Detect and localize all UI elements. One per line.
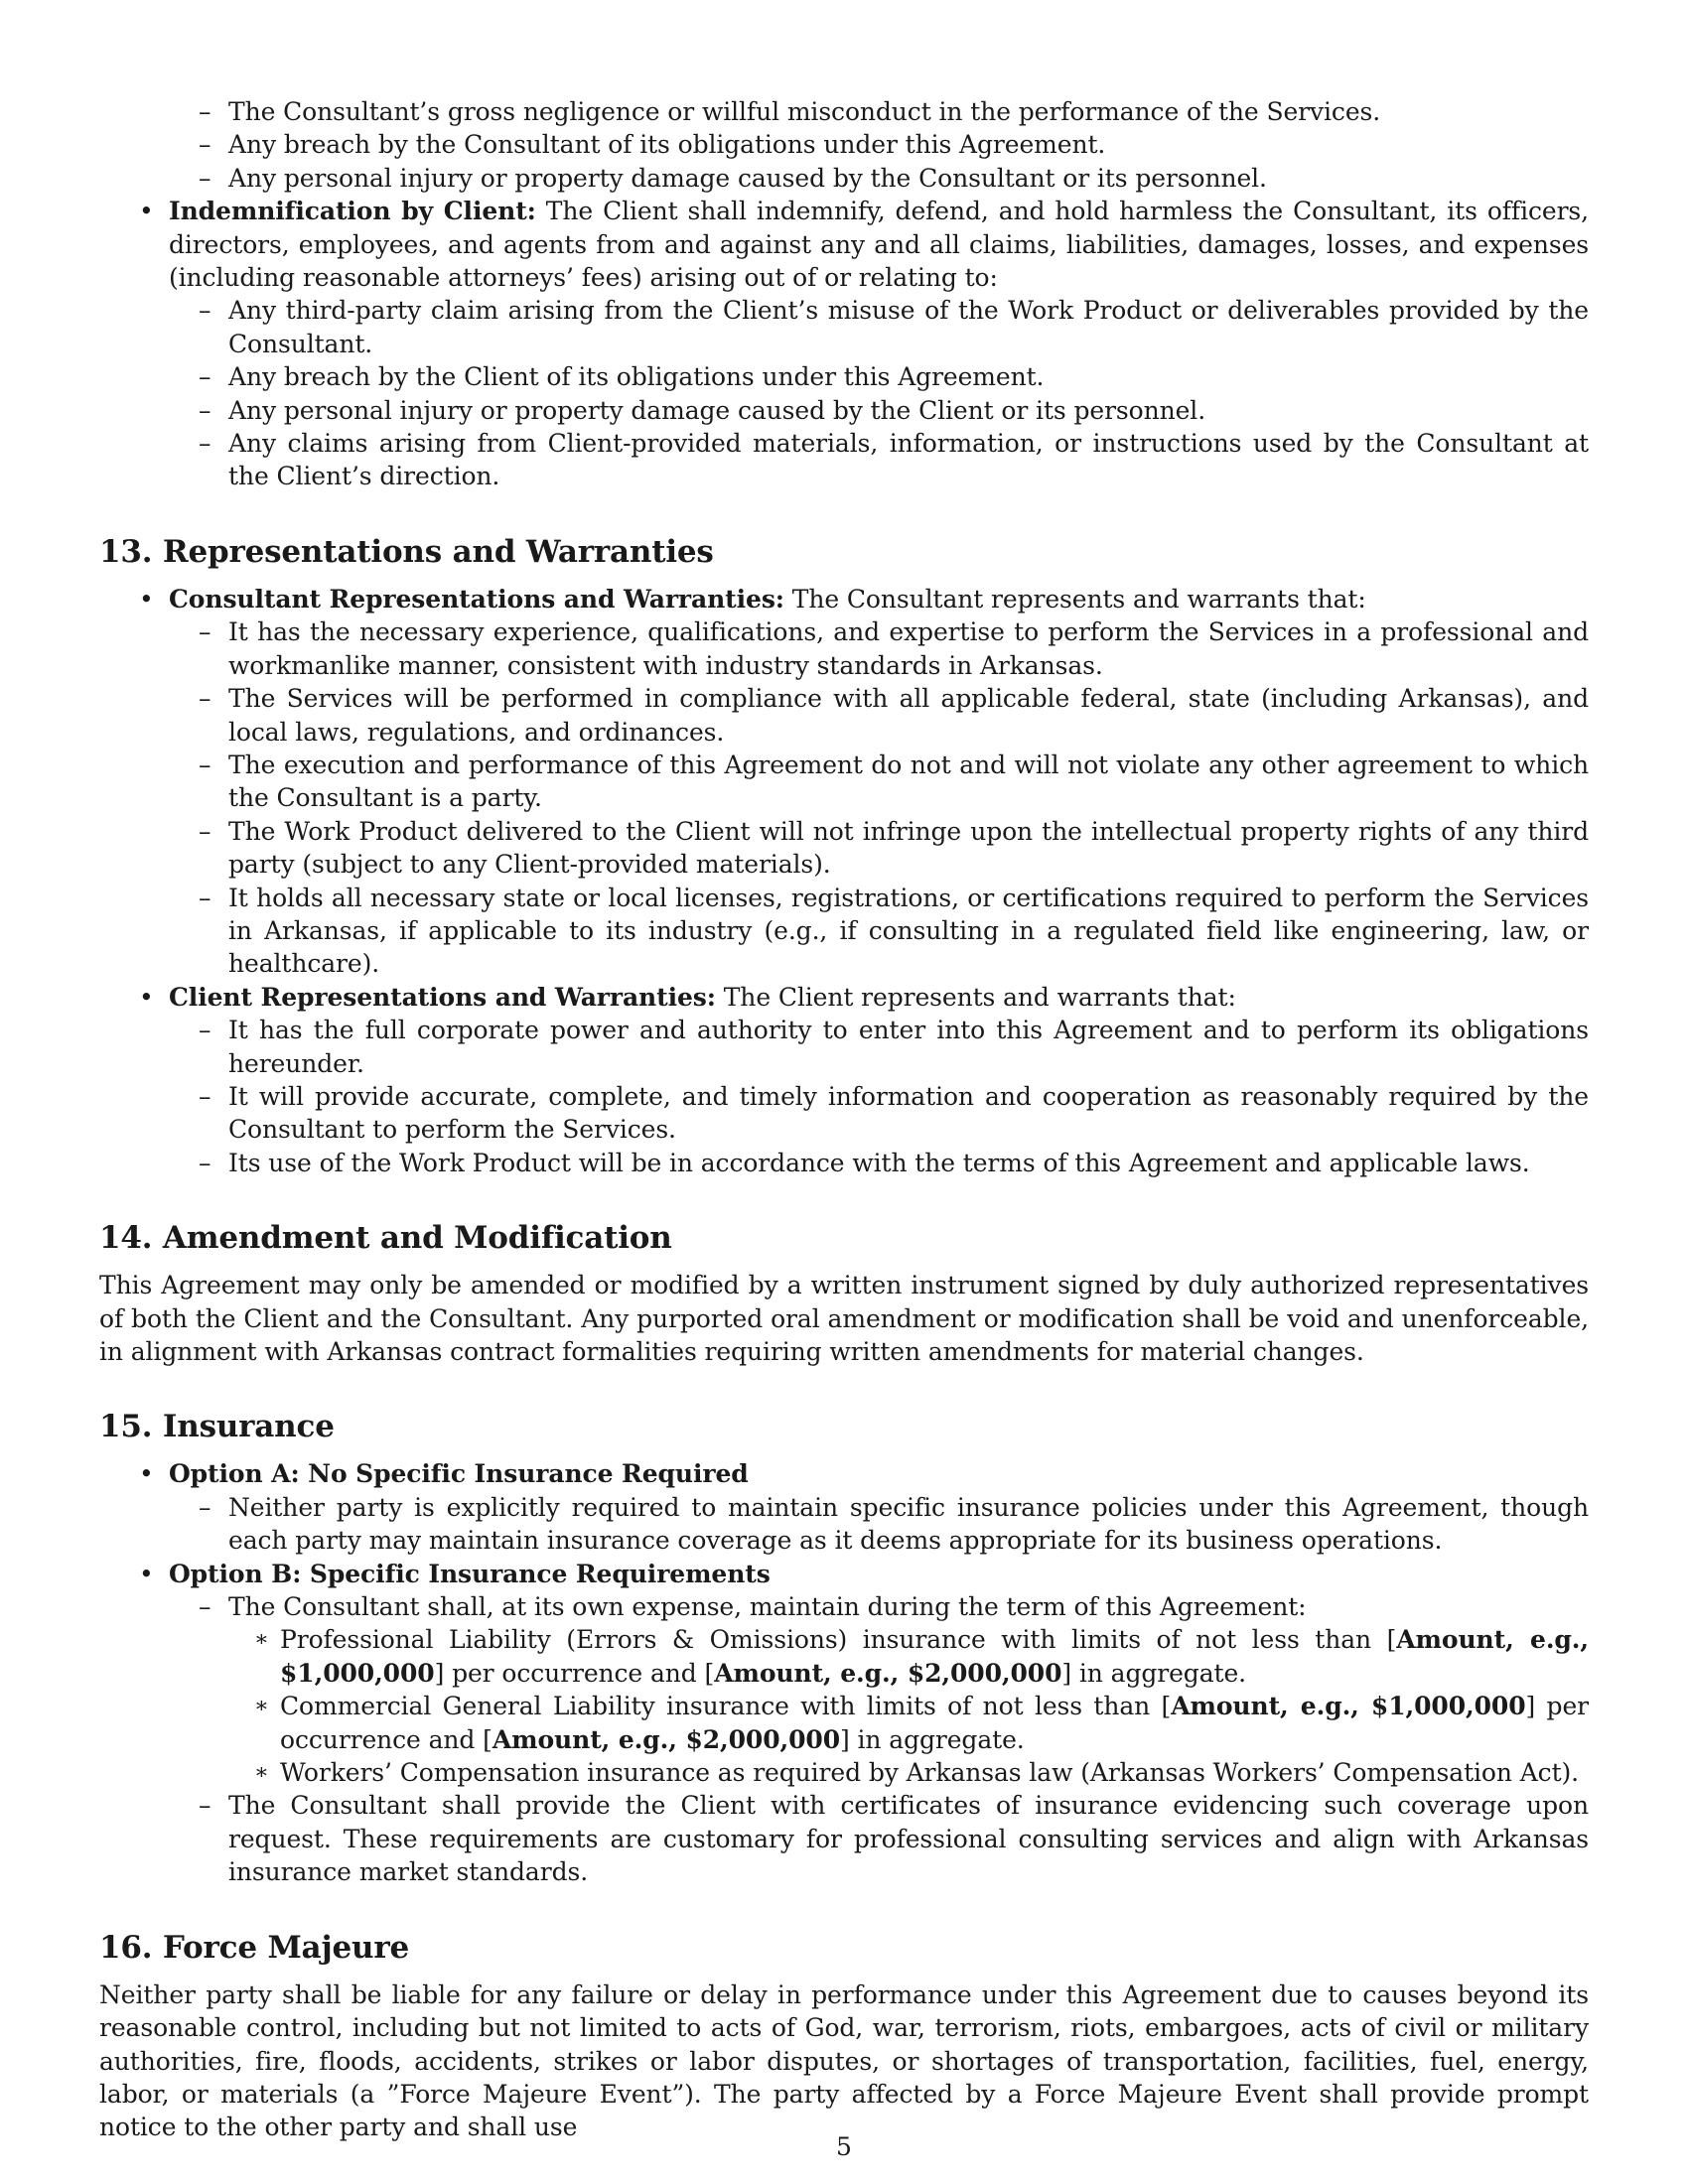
list-item: – Any personal injury or property damage caused by the Consultant or its personnel. (169, 162, 1589, 195)
client-indemnification (99, 195, 1589, 493)
text-part: ] in aggregate. (1061, 1658, 1246, 1688)
list-item: – Any breach by the Client of its obligations under this Agreement. (169, 360, 1589, 393)
amount-placeholder: Amount, e.g., $1,000,000 (1171, 1692, 1526, 1721)
consultant-representations-items (169, 615, 1589, 980)
page-number: 5 (836, 2132, 852, 2161)
list-item: – Any personal injury or property damage caused by the Client or its personnel. (169, 394, 1589, 427)
client-indemnification-text: The Client shall indemnify, defend, and hold harmless the Consultant, its officers, directors, employees, and agents from and against any and all claims, liabilities, damages, losses, and expenses (including reasonable attorneys’ fees) arising out of or relating to: (169, 197, 1590, 293)
list-item: – It will provide accurate, complete, and timely information and cooperation as reasonably required by the Consultant to perform the Services. (169, 1080, 1589, 1147)
client-indemnification-label: Indemnification by Client: (169, 197, 536, 226)
consultant-representations (99, 583, 1589, 981)
document-page (99, 95, 1589, 2144)
section-14-heading: 14. Amendment and Modification (99, 1220, 672, 1257)
amount-placeholder: Amount, e.g., $2,000,000 (492, 1724, 841, 1754)
list-item: – It has the necessary experience, qualifications, and expertise to perform the Services in a professional and workmanlike manner, consistent with industry standards in Arkansas. (169, 615, 1589, 682)
section-15-list (99, 1457, 1589, 1888)
list-item: – Any breach by the Consultant of its obligations under this Agreement. (169, 128, 1589, 161)
option-b-intro-text: The Consultant shall, at its own expense, maintain during the term of this Agreement: (228, 1592, 1307, 1622)
list-item: – The Services will be performed in compliance with all applicable federal, state (including Arkansas), and local laws, regulations, and ordinances. (169, 682, 1589, 749)
professional-liability-item (228, 1623, 1589, 1690)
consultant-representations-text: The Consultant represents and warrants that: (783, 584, 1366, 614)
list-item: – The Work Product delivered to the Client will not infringe upon the intellectual property rights of any third party (subject to any Client-provided materials). (169, 815, 1589, 882)
amount-placeholder: Amount, e.g., $2,000,000 (714, 1658, 1062, 1688)
consultant-indemnification-items (169, 95, 1589, 195)
option-a-label: Option A: No Specific Insurance Required (169, 1459, 749, 1489)
text-part: Professional Liability (Errors & Omissions) insurance with limits of not less than [ (280, 1625, 1397, 1655)
list-item: – Its use of the Work Product will be in accordance with the terms of this Agreement and applicable laws. (169, 1147, 1589, 1179)
option-b-intro (169, 1590, 1589, 1789)
client-representations-text: The Client represents and warrants that: (715, 982, 1236, 1012)
general-liability-item (228, 1690, 1589, 1756)
text-part: ] in aggregate. (840, 1724, 1025, 1754)
section-15-heading: 15. Insurance (99, 1409, 335, 1445)
insurance-option-b (99, 1558, 1589, 1889)
section-16-body: Neither party shall be liable for any failure or delay in performance under this Agreement due to causes beyond its reasonable control, including but not limited to acts of God, war, terrorism, riots, embargoes, acts of civil or military authorities, fire, floods, accidents, strikes or labor disputes, or shortages of transportation, facilities, fuel, energy, labor, or materials (a ”Force Majeure Event”). The party affected by a Force Majeure Event shall provide prompt notice to the other party and shall use (99, 1979, 1589, 2142)
list-item: – It has the full corporate power and authority to enter into this Agreement and to perform its obligations hereunder. (169, 1014, 1589, 1080)
workers-compensation-item: ∗ Workers’ Compensation insurance as required by Arkansas law (Arkansas Workers’ Compensation Act). (228, 1756, 1589, 1789)
text-part: ] per occurrence and [ (280, 1692, 1589, 1754)
text-part: Commercial General Liability insurance with limits of not less than [ (280, 1692, 1172, 1721)
section-16-heading: 16. Force Majeure (99, 1929, 409, 1966)
section-14-body: This Agreement may only be amended or modified by a written instrument signed by duly authorized representatives of both the Client and the Consultant. Any purported oral amendment or modification shall be void and unenforceable, in alignment with Arkansas contract formalities requiring written amendments for material changes. (99, 1271, 1589, 1366)
list-item: – The Consultant’s gross negligence or willful misconduct in the performance of the Services. (169, 95, 1589, 128)
option-b-items (169, 1590, 1589, 1889)
certificates-item: – The Consultant shall provide the Client with certificates of insurance evidencing such coverage upon request. These requirements are customary for professional consulting services and align with Arkansas insurance market standards. (169, 1789, 1589, 1888)
option-b-label: Option B: Specific Insurance Requirements (169, 1559, 771, 1588)
list-item: – Any third-party claim arising from the Client’s misuse of the Work Product or deliverables provided by the Consultant. (169, 294, 1589, 360)
section-13-heading: 13. Representations and Warranties (99, 533, 714, 570)
insurance-option-a (99, 1457, 1589, 1557)
option-a-items (169, 1491, 1589, 1558)
section-13-list (99, 583, 1589, 1179)
text-part: ] per occurrence and [ (434, 1658, 715, 1688)
client-representations-label: Client Representations and Warranties: (169, 982, 716, 1012)
client-representations (99, 981, 1589, 1179)
list-item: – Neither party is explicitly required to maintain specific insurance policies under this Agreement, though each party may maintain insurance coverage as it deems appropriate for its business operations. (169, 1491, 1589, 1558)
client-indemnification-items (169, 294, 1589, 492)
list-item: – The execution and performance of this Agreement do not and will not violate any other agreement to which the Consultant is a party. (169, 749, 1589, 815)
client-indemnification-list (99, 195, 1589, 493)
consultant-representations-label: Consultant Representations and Warranties: (169, 584, 784, 614)
list-item: – Any claims arising from Client-provided materials, information, or instructions used by the Consultant at the Client’s direction. (169, 427, 1589, 493)
coverage-list (228, 1623, 1589, 1789)
list-item: – It holds all necessary state or local licenses, registrations, or certifications required to perform the Services in Arkansas, if applicable to its industry (e.g., if consulting in a regulated field like engineering, law, or healthcare). (169, 882, 1589, 981)
amount-placeholder: Amount, e.g., $1,000,000 (280, 1625, 1590, 1688)
client-representations-items (169, 1014, 1589, 1179)
